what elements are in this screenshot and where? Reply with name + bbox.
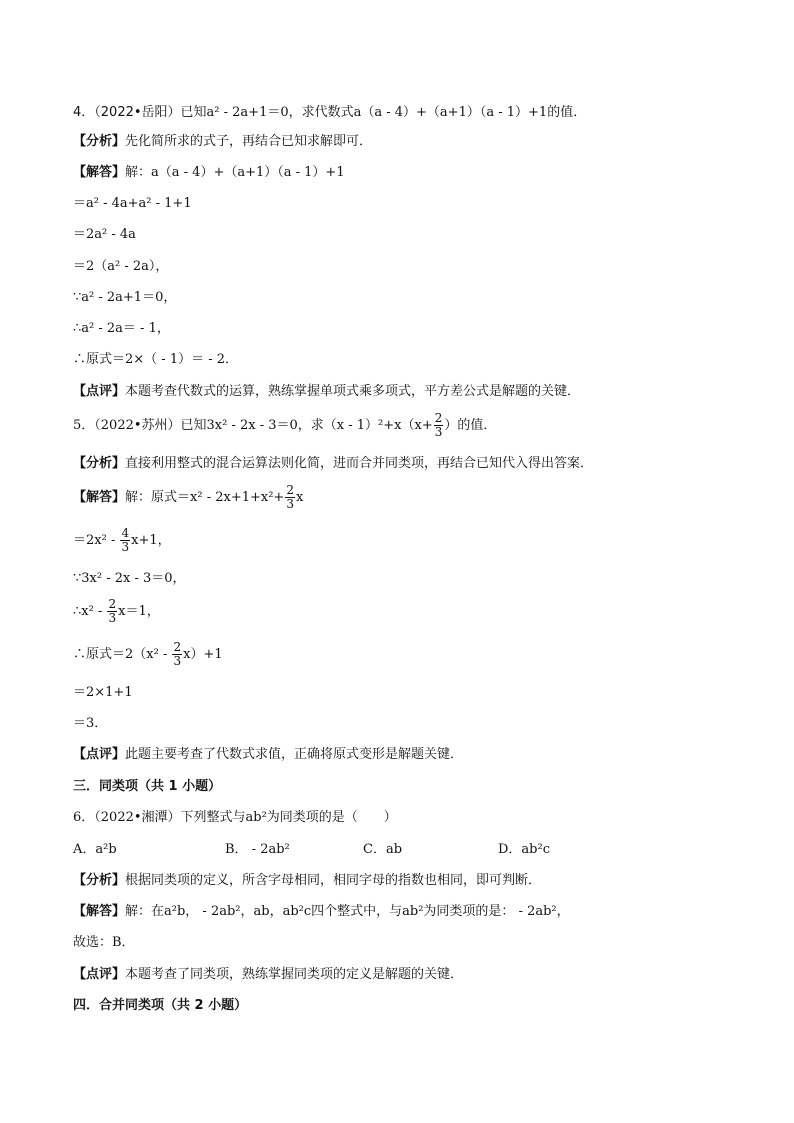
solution-text: 解：a（a - 4）+（a+1）（a - 1）+1 bbox=[125, 165, 345, 180]
question-5-stem bbox=[73, 412, 753, 439]
comment-tag: 【点评】 bbox=[73, 747, 126, 762]
q5-intro: 5．（2022•苏州）已知3x² - 2x - 3＝0，求（x - 1）²+x（x+ bbox=[73, 418, 433, 433]
solution-tag: 【解答】 bbox=[73, 490, 126, 505]
q6-choice: 故选：B． bbox=[73, 935, 135, 950]
fraction: $\frac{4}{3}$ bbox=[121, 526, 130, 554]
q4-expression: a（a - 4）+（a+1）（a - 1）+1的值． bbox=[353, 105, 587, 120]
analysis-tag: 【分析】 bbox=[73, 134, 126, 149]
question-6-stem: 6．（2022•湘潭）下列整式与ab²为同类项的是（ ） bbox=[73, 810, 397, 825]
q5-step-4: ∴原式＝2（x² - $\frac{2}{3}$ x）+1 bbox=[73, 640, 223, 668]
q5-step-6: ＝3． bbox=[73, 716, 108, 731]
option-b: B． - 2ab² bbox=[225, 842, 290, 857]
q6-comment bbox=[73, 966, 753, 984]
comment-text: 此题主要考查了代数式求值，正确将原式变形是解题关键． bbox=[125, 747, 464, 762]
q5-analysis bbox=[73, 455, 753, 473]
analysis-text: 直接利用整式的混合运算法则化简，进而合并同类项，再结合已知代入得出答案． bbox=[125, 456, 594, 471]
q5-step-2: ∵3x² - 2x - 3＝0， bbox=[73, 571, 186, 586]
q5-solution-start: 【解答】解：原式＝x² - 2x+1+x²+ $\frac{2}{3}$ x bbox=[73, 483, 304, 511]
q4-condition: a² - 2a+1＝0，求代数式 bbox=[206, 105, 354, 120]
solution-text: 解：在a²b， - 2ab²，ab，ab²c四个整式中，与ab²为同类项的是： - 2ab²， bbox=[125, 904, 570, 919]
fraction: $\frac{2}{3}$ bbox=[286, 483, 294, 511]
q4-comment bbox=[73, 383, 753, 401]
solution-text: 解：原式＝x² - 2x+1+x²+ bbox=[125, 490, 285, 505]
question-4-stem bbox=[73, 104, 753, 122]
q4-step-6: ∴原式＝2×（ - 1）＝ - 2． bbox=[73, 352, 239, 367]
comment-text: 本题考查了同类项，熟练掌握同类项的定义是解题的关键． bbox=[125, 967, 464, 982]
comment-tag: 【点评】 bbox=[73, 967, 126, 982]
fraction: $\frac{2}{3}$ bbox=[108, 597, 117, 625]
q6-solution bbox=[73, 903, 753, 921]
solution-tag: 【解答】 bbox=[73, 165, 126, 180]
q4-analysis bbox=[73, 133, 753, 151]
q4-step-2: ＝2a² - 4a bbox=[73, 227, 136, 242]
option-c: C．ab bbox=[363, 842, 403, 857]
q4-step-4: ∵a² - 2a+1＝0， bbox=[73, 290, 177, 305]
q4-solution-start bbox=[73, 164, 753, 182]
section-3-heading: 三．同类项（共 1 小题） bbox=[73, 779, 222, 794]
q4-step-3: ＝2（a² - 2a）， bbox=[73, 259, 169, 274]
comment-text: 本题考查代数式的运算，熟练掌握单项式乘多项式，平方差公式是解题的关键． bbox=[125, 384, 581, 399]
q5-outro: ）的值． bbox=[444, 418, 497, 433]
q5-step-1: ＝2x² - $\frac{4}{3}$ x+1， bbox=[73, 526, 171, 554]
option-d: D．ab²c bbox=[498, 842, 550, 857]
analysis-text: 先化简所求的式子，再结合已知求解即可． bbox=[125, 134, 373, 149]
q5-step-3: ∴x² - $\frac{2}{3}$ x＝1， bbox=[73, 597, 160, 625]
fraction: $\frac{2}{3}$ bbox=[173, 640, 182, 668]
section-4-heading: 四．合并同类项（共 2 小题） bbox=[73, 998, 248, 1013]
option-a: A．a²b bbox=[73, 842, 117, 857]
fraction: $\frac{2}{3}$ bbox=[434, 411, 443, 439]
analysis-tag: 【分析】 bbox=[73, 456, 126, 471]
q4-step-1: ＝a² - 4a+a² - 1+1 bbox=[73, 196, 192, 211]
q5-comment bbox=[73, 746, 753, 764]
analysis-text: 根据同类项的定义，所含字母相同，相同字母的指数也相同，即可判断． bbox=[125, 873, 542, 888]
solution-tag: 【解答】 bbox=[73, 904, 126, 919]
q4-intro: 4．（2022•岳阳）已知 bbox=[73, 105, 207, 120]
q6-analysis bbox=[73, 872, 753, 890]
q5-step-5: ＝2×1+1 bbox=[73, 685, 133, 700]
comment-tag: 【点评】 bbox=[73, 384, 126, 399]
q4-step-5: ∴a² - 2a＝ - 1， bbox=[73, 321, 170, 336]
analysis-tag: 【分析】 bbox=[73, 873, 126, 888]
